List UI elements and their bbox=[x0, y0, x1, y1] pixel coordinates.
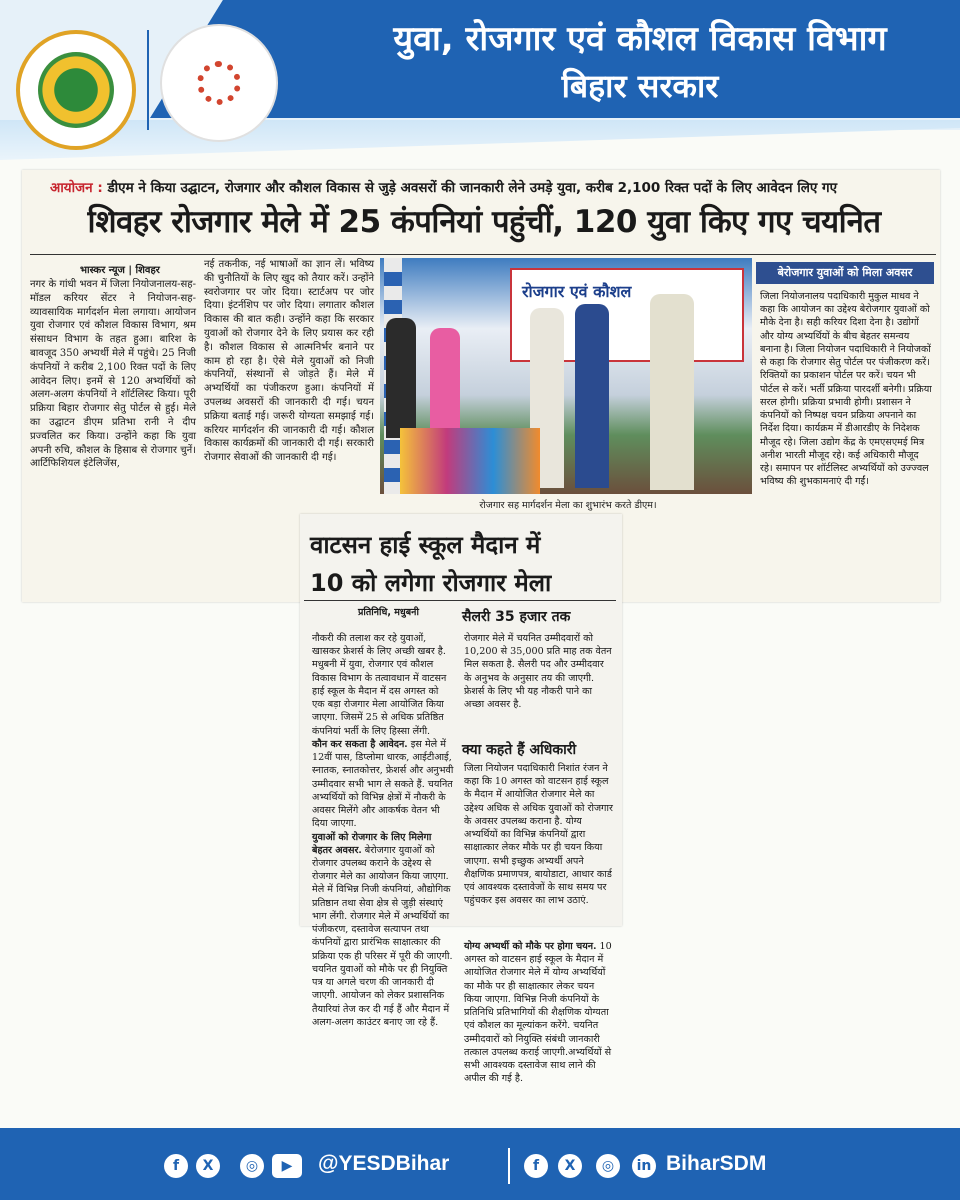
bsdm-handle[interactable]: BiharSDM bbox=[666, 1152, 767, 1175]
officials-subhead: क्या कहते हैं अधिकारी bbox=[462, 742, 577, 758]
opportunity-heading: युवाओं को रोजगार के लिए मिलेगा बेहतर अवसर. bbox=[312, 831, 432, 856]
divider bbox=[304, 600, 616, 601]
x-twitter-icon[interactable]: X bbox=[558, 1154, 582, 1178]
article2-byline: प्रतिनिधि, मधुबनी bbox=[358, 607, 419, 618]
event-photo bbox=[380, 258, 752, 494]
linkedin-icon[interactable]: in bbox=[632, 1154, 656, 1178]
divider bbox=[30, 254, 936, 255]
header-stripe bbox=[0, 120, 960, 160]
article-column-2: नई तकनीक, नई भाषाओं का ज्ञान लें। भविष्य की चुनौतियों के लिए खुद को तैयार करें। उन्होंने स्वरोजगार पर जोर दिया। स्टार्टअप पर जोर दिया। इंटर्नशिप पर जोर दिया। लगातार कौशल विकास की बात कही। उन्होंने कहा कि सरकार युवाओं को रोजगार देने के लिए प्रयास कर रही है। कौशल विकास से आत्मनिर्भर बनाने पर काम हो रहा है। ऐसे मेले युवाओं को निजी कंपनियों, संस्थानों से जोड़ते हैं। मेले में अभ्यर्थियों का पंजीकरण हुआ। कंपनियों में उपलब्ध अवसरों की जानकारी दी गई। चयन प्रक्रिया बताई गई। जरूरी योग्यता समझाई गई। करियर मार्गदर्शन की जानकारी दी गई। कौशल विकास कार्यक्रमों की जानकारी दी गई। सरकारी रोजगार सेवाओं की जानकारी दी गई। bbox=[204, 259, 374, 464]
logo-divider bbox=[147, 30, 149, 130]
article-byline: भास्कर न्यूज | शिवहर bbox=[80, 265, 160, 276]
x-twitter-icon[interactable]: X bbox=[196, 1154, 220, 1178]
salary-text: रोजगार मेले में चयनित उम्मीदवारों को 10,200 से 35,000 प्रति माह तक वेतन मिल सकता है. सैलरी पद और उम्मीदवार के अनुभव के अनुसार तय की जाएगी. फ्रेशर्स के लिए भी यह नौकरी पाने का अच्छा अवसर है. bbox=[464, 633, 612, 711]
article2-headline-1: वाटसन हाई स्कूल मैदान में bbox=[310, 531, 541, 559]
department-title: युवा, रोजगार एवं कौशल विकास विभाग bbox=[393, 19, 887, 59]
facebook-icon[interactable]: f bbox=[164, 1154, 188, 1178]
instagram-icon[interactable]: ◎ bbox=[596, 1154, 620, 1178]
youtube-icon[interactable]: ▶ bbox=[272, 1154, 302, 1178]
facebook-icon[interactable]: f bbox=[524, 1154, 548, 1178]
instagram-icon[interactable]: ◎ bbox=[240, 1154, 264, 1178]
selection-heading: योग्य अभ्यर्थी को मौके पर होगा चयन. bbox=[464, 941, 597, 952]
selection-paragraph bbox=[464, 940, 614, 1086]
article-kicker bbox=[50, 178, 837, 196]
sidebox-text: जिला नियोजनालय पदाधिकारी मुकुल माधव ने कहा कि आयोजन का उद्देश्य बेरोजगार युवाओं को मौके देना है। सही करियर दिशा देना है। उद्योगों और योग्य अभ्यर्थियों के बीच बेहतर समन्वय बनाना है। जिला नियोजन पदाधिकारी ने नियोजकों से कहा कि रोजगार सेतु पोर्टल पर पंजीकरण करें। रिक्तियों का प्रकाशन पोर्टल पर करें। चयन भी पोर्टल से करें। भर्ती प्रक्रिया पारदर्शी बनेगी। प्रक्रिया सरल होगी। प्रक्रिया प्रभावी होगी। प्रशासन ने कंपनियों को निष्पक्ष चयन प्रक्रिया अपनाने का निर्देश दिया। कार्यक्रम में डीआरडीए के निदेशक मौजूद रहे। जिला उद्योग केंद्र के एमएसएमई मित्र अनीश भारती मौजूद रहे। कई अधिकारी मौजूद रहे। समापन पर शॉर्टलिस्ट अभ्यर्थियों को उज्ज्वल भविष्य की शुभकामनाएं दी गईं। bbox=[760, 291, 932, 488]
eligibility-text: इस मेले में 12वीं पास, डिप्लोमा धारक, आईटीआई, स्नातक, स्नातकोत्तर, फ्रेशर्स और अनुभवी उम्मीदवार सभी भाग ले सकते हैं. चयनित अभ्यर्थियों को विभिन्न क्षेत्रों में नौकरी के अवसर मिलेंगे और आकर्षक वेतन भी दिया जाएगा. bbox=[312, 738, 454, 830]
eligibility-heading: कौन कर सकता है आवेदन. bbox=[312, 738, 408, 750]
kicker-text: डीएम ने किया उद्घाटन, रोजगार और कौशल विकास से जुड़े अवसरों की जानकारी लेने उमड़े युवा, करीब 2,100 रिक्त पदों के लिए आवेदन लिए गए bbox=[107, 180, 838, 196]
article-headline: शिवहर रोजगार मेले में 25 कंपनियां पहुंचीं, 120 युवा किए गए चयनित bbox=[87, 204, 881, 240]
article2-left-column bbox=[312, 632, 454, 1029]
yesd-handle[interactable]: @YESDBihar bbox=[318, 1152, 450, 1175]
bsdm-logo bbox=[160, 24, 278, 142]
officials-text: जिला नियोजन पदाधिकारी निशांत रंजन ने कहा कि 10 अगस्त को वाटसन हाई स्कूल के मैदान में आयोजित रोजगार मेले का उद्देश्य अधिक से अधिक युवाओं को रोजगार के अवसर उपलब्ध कराना है. योग्य अभ्यर्थियों का विभिन्न कंपनियों द्वारा साक्षात्कार लेकर मौके पर ही चयन किया जाएगा. सभी इच्छुक अभ्यर्थी अपने शैक्षणिक प्रमाणपत्र, बायोडाटा, आधार कार्ड एवं आवश्यक दस्तावेजों के साथ समय पर पहुंचकर इस अवसर का लाभ उठाएं. bbox=[464, 763, 613, 907]
department-logo bbox=[16, 30, 136, 150]
photo-banner: रोजगार एवं कौशल bbox=[522, 282, 632, 301]
salary-subhead: सैलरी 35 हजार तक bbox=[462, 609, 571, 625]
selection-text: 10 अगस्त को वाटसन हाई स्कूल के मैदान में आयोजित रोजगार मेले में योग्य अभ्यर्थियों का मौके पर ही साक्षात्कार लेकर चयन किया जाएगा. विभिन्न निजी कंपनियों के प्रतिनिधि प्रतिभागियों की शैक्षणिक योग्यता एवं कौशल का मूल्यांकन करेंगे. चयनित उम्मीदवारों को नियुक्ति संबंधी जानकारी तत्काल उपलब्ध कराई जाएगी.अभ्यर्थियों से सभी आवश्यक दस्तावेज साथ लाने की अपील की गई है. bbox=[464, 941, 612, 1085]
government-title: बिहार सरकार bbox=[561, 67, 719, 105]
photo-caption: रोजगार सह मार्गदर्शन मेला का शुभारंभ करते डीएम। bbox=[479, 500, 657, 511]
footer bbox=[0, 1128, 960, 1200]
sidebox-title: बेरोजगार युवाओं को मिला अवसर bbox=[756, 262, 934, 284]
kicker-label: आयोजन : bbox=[50, 180, 103, 196]
opportunity-text: बेरोजगार युवाओं को रोजगार उपलब्ध कराने के उद्देश्य से रोजगार मेले का आयोजन किया जाएगा. मेले में विभिन्न निजी कंपनियां, औद्योगिक प्रतिष्ठान तथा सेवा क्षेत्र से जुड़ी संस्थाएं भाग लेंगी. रोजगार मेले में अभ्यर्थियों का पंजीकरण, दस्तावेज सत्यापन तथा कंपनियों द्वारा प्रारंभिक साक्षात्कार की प्रक्रिया एक ही परिसर में पूरी की जाएगी. चयनित युवाओं को मौके पर ही नियुक्ति पत्र या अगले चरण की जानकारी दी जाएगी. आयोजन को लेकर प्रशासनिक तैयारियां तेज कर दी गई हैं और मैदान में अलग-अलग काउंटर बनाए जा रहे हैं. bbox=[312, 844, 453, 1028]
article-column-1: नगर के गांधी भवन में जिला नियोजनालय-सह-मॉडल करियर सेंटर ने नियोजन-सह-व्यावसायिक मार्गदर्शन मेला लगाया। आयोजन युवा रोजगार एवं कौशल विकास विभाग, श्रम संसाधन विभाग के तहत हुआ। बारिश के बावजूद 350 अभ्यर्थी मेले में पहुंचे। 25 निजी कंपनियों ने करीब 2,100 रिक्त पदों के लिए आवेदन लिए। इनमें से 120 अभ्यर्थियों को अलग-अलग कंपनियों ने शॉर्टलिस्ट किया। पूरी प्रक्रिया बिहार रोजगार सेतु पोर्टल से हुई। मेले का उद्घाटन डीएम प्रतिभा रानी ने दीप प्रज्वलित कर किया। उन्होंने कहा कि युवा अपनी रुचि, कौशल के हिसाब से रोजगार चुनें। आर्टिफिशियल इंटेलिजेंस, bbox=[30, 279, 196, 470]
article2-headline-2: 10 को लगेगा रोजगार मेला bbox=[310, 569, 552, 597]
footer-divider bbox=[508, 1148, 510, 1184]
article2-intro: नौकरी की तलाश कर रहे युवाओं, खासकर फ्रेशर्स के लिए अच्छी खबर है. मधुबनी में युवा, रोजगार एवं कौशल विकास विभाग के तत्वावधान में वाटसन हाई स्कूल के मैदान में दस अगस्त को एक बड़ा रोजगार मेला आयोजित किया जाएगा. जिसमें 25 से अधिक प्रतिष्ठित कंपनियां भर्ती के लिए हिस्सा लेंगी. bbox=[312, 633, 447, 737]
